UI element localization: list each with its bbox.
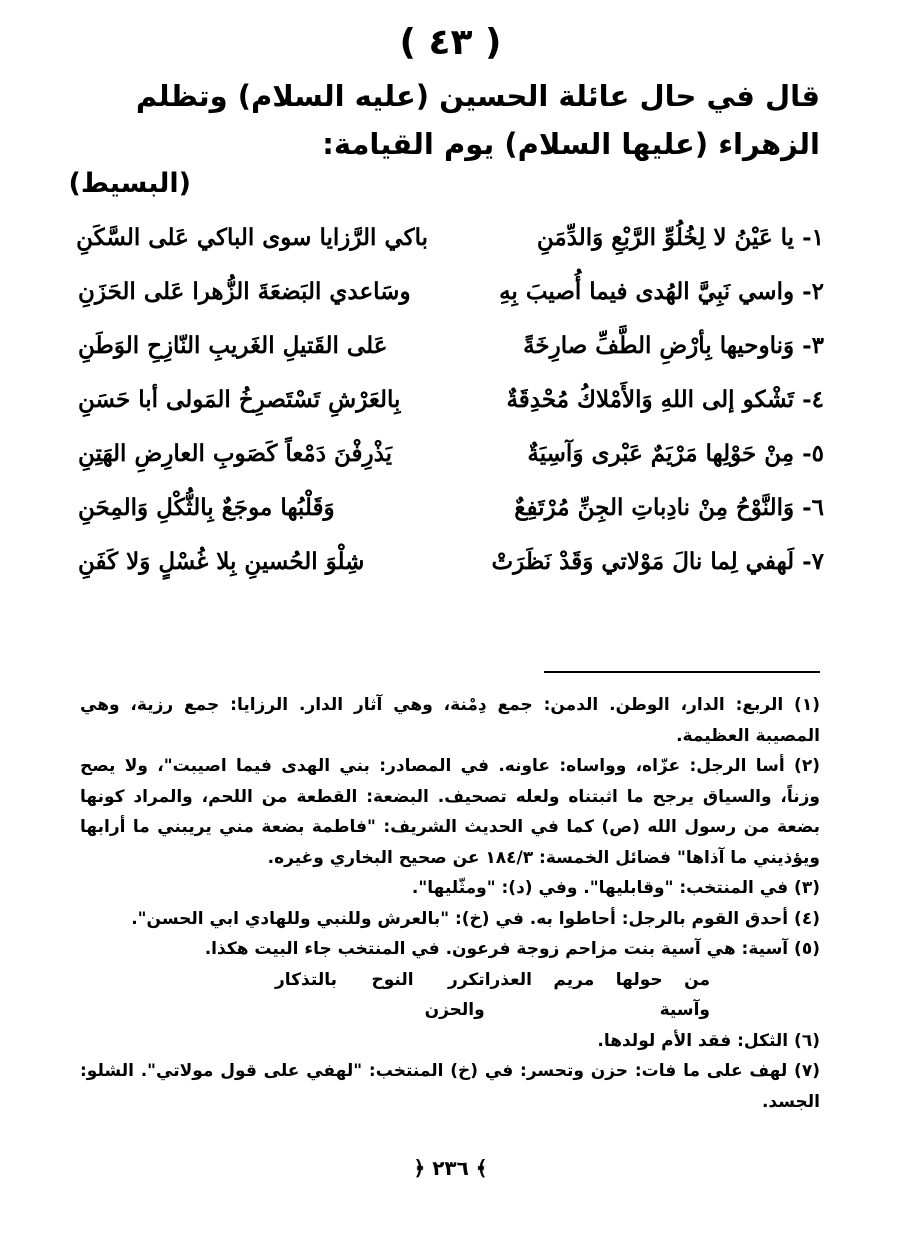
footnote-1: (١) الربع: الدار، الوطن. الدمن: جمع دِمْنة، وهي آثار الدار. الرزايا: جمع رزية، وهي المصيبة العظيمة. xyxy=(80,695,820,746)
footnote-divider xyxy=(544,671,820,673)
verse-1-second-hemistich: باكي الرَّزايا سوى الباكي عَلى السَّكَنِ xyxy=(76,223,428,251)
quoted-verse-second-hemistich: تكرر النوح بالتذكار والحزن xyxy=(275,969,485,1020)
footnote-7: (٧) لهف على ما فات: حزن وتحسر: في (خ) المنتخب: "لهفي على قول مولاتي". الشلو: الجسد. xyxy=(80,1061,820,1112)
footnote-quoted-verse xyxy=(80,965,820,1026)
verse-7 xyxy=(78,534,824,588)
verse-3 xyxy=(78,318,824,372)
verse-6 xyxy=(78,480,824,534)
verse-6-first-hemistich: ٦- وَالنَّوْحُ مِنْ نادِباتِ الجِنِّ مُرْتَفِعٌ xyxy=(514,493,824,521)
verse-7-first-hemistich: ٧- لَهفي لِما نالَ مَوْلاتي وَقَدْ نَظَرَتْ xyxy=(491,547,824,575)
poem-heading: قال في حال عائلة الحسين (عليه السلام) وتظلم الزهراء (عليها السلام) يوم القيامة: xyxy=(135,79,820,161)
verse-2-first-hemistich: ٢- واسي نَبِيَّ الهُدى فيما أُصيبَ بِهِ xyxy=(499,277,824,305)
poem xyxy=(78,210,824,588)
verse-4-second-hemistich: بِالعَرْشِ تَسْتَصرِخُ المَولى أبا حَسَنِ xyxy=(78,385,401,413)
verse-1 xyxy=(78,210,824,264)
verse-5-first-hemistich: ٥- مِنْ حَوْلِها مَرْيَمٌ عَبْرى وَآسِيَةٌ xyxy=(527,439,824,467)
verse-7-second-hemistich: شِلْوَ الحُسينِ بِلا غُسْلٍ وَلا كَفَنِ xyxy=(78,547,365,575)
footnote-6: (٦) الثكل: فقد الأم لولدها. xyxy=(597,1030,820,1051)
verse-3-second-hemistich: عَلى القَتيلِ الغَريبِ النّازِحِ الوَطَنِ xyxy=(78,331,388,359)
footnote-4: (٤) أحدق القوم بالرجل: أحاطوا به. في (خ): "بالعرش وللنبي وللهادي ابي الحسن". xyxy=(131,908,820,929)
footnotes xyxy=(80,690,820,1117)
footnote-2: (٢) أسا الرجل: عزّاه، وواساه: عاونه. في المصادر: بني الهدى فيما اصيبت"، ولا يصح وزناً، والسياق يرجح ما اثبتناه ولعله تصحيف. البضعة: القطعة من اللحم، والمراد كونها بضعة من رسول الله (ص) كما في الحديث الشريف: "فاطمة بضعة مني يريبني ما أرابها ويؤذيني ما آذاها" فضائل الخمسة: ١٨٤/٣ عن صحيح البخاري وغيره. xyxy=(80,756,820,868)
verse-5-second-hemistich: يَذْرِفْنَ دَمْعاً كَصَوبِ العارِضِ الهَتِنِ xyxy=(78,439,393,467)
verse-3-first-hemistich: ٣- وَناوحيها بِأرْضِ الطَّفِّ صارِخَةً xyxy=(523,331,824,359)
quoted-verse-first-hemistich: من حولها مريم العذرا وآسية xyxy=(484,969,710,1020)
page-number: ( ٤٣ ) xyxy=(399,22,502,63)
verse-5 xyxy=(78,426,824,480)
folio-number: ﴿ ٢٣٦ ﴾ xyxy=(413,1156,488,1180)
meter-label: (البسيط) xyxy=(68,168,191,199)
verse-6-second-hemistich: وَقَلْبُها موجَعٌ بِالثُّكْلِ وَالمِحَنِ xyxy=(78,493,335,521)
verse-4 xyxy=(78,372,824,426)
verse-2 xyxy=(78,264,824,318)
footnote-5: (٥) آسية: هي آسية بنت مزاحم زوجة فرعون. في المنتخب جاء البيت هكذا. xyxy=(204,939,820,959)
verse-4-first-hemistich: ٤- تَشْكو إلى اللهِ وَالأَمْلاكُ مُحْدِقَةٌ xyxy=(506,385,824,413)
footnote-3: (٣) في المنتخب: "وقابليها". وفي (د): "ومثّليها". xyxy=(411,878,820,898)
verse-2-second-hemistich: وسَاعدي البَضعَةَ الزُّهرا عَلى الحَزَنِ xyxy=(78,277,411,305)
verse-1-first-hemistich: ١- يا عَيْنُ لا لِخُلُوِّ الرَّبْعِ وَالدِّمَنِ xyxy=(536,223,824,251)
